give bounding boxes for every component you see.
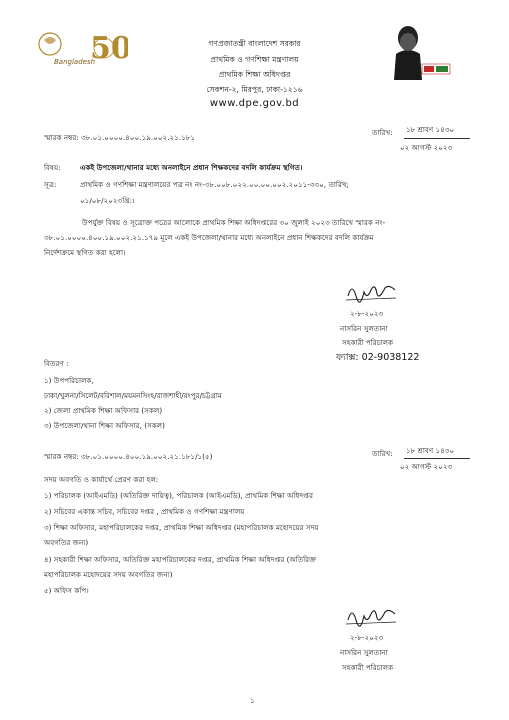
- header-directorate: প্রাথমিক শিক্ষা অধিদপ্তর: [218, 70, 291, 79]
- sign-title: সহকারী পরিচালক: [342, 338, 394, 347]
- signature: [344, 276, 400, 306]
- body-line-1: উপর্যুক্ত বিষয় ও সূত্রোক্ত পত্রের আলোকে প্রাথমিক শিক্ষা অধিদপ্তরের ৩০ জুলাই ২০২৩ তারিখে স্মারক নং-: [82, 218, 386, 227]
- header-govt: গণপ্রজাতন্ত্রী বাংলাদেশ সরকার: [208, 39, 301, 48]
- header-ministry: প্রাথমিক ও গণশিক্ষা মন্ত্রণালয়: [210, 55, 299, 64]
- date-label: তারিখ:: [372, 128, 393, 137]
- date-bangla: ১৮ শ্রাবণ ১৪৩০: [406, 446, 455, 455]
- distribution-item: ২) জেলা প্রাথমিক শিক্ষা অফিসার (সকল): [44, 406, 163, 415]
- date-bangla: ১৮ শ্রাবণ ১৪৩০: [406, 125, 455, 134]
- distribution-heading: বিতরণ :: [44, 359, 69, 368]
- svg-text:50: 50: [90, 31, 128, 66]
- date-label: তারিখ:: [372, 449, 393, 458]
- source-label: সূত্র:: [44, 180, 57, 189]
- distribution-item: ঢাকা/খুলনা/সিলেট/বরিশাল/ময়মনসিংহ/রাজশাহী/রংপুর/চট্টগ্রাম: [44, 391, 222, 400]
- date-divider: [404, 138, 470, 139]
- memo-ref: স্মারক নম্বর: ৩৮.০১.০০০০.৪০০.১৯.০০২.২১.১৮১/১(৫): [44, 452, 213, 461]
- distribution-item: ১) উপপরিচালক,: [44, 376, 94, 385]
- distribution-item: ৩) উপজেলা/থানা শিক্ষা অফিসার, (সকল): [44, 421, 165, 430]
- date-gregorian: ০২ আগস্ট ২০২৩: [400, 462, 453, 471]
- subject-label: বিষয়:: [44, 163, 61, 172]
- sign-name: নাসরিন সুলতানা: [340, 648, 388, 657]
- fax-number: ফ্যাক্স: 02-9038122: [336, 352, 420, 363]
- copy-item: অবগতির জন্য): [44, 538, 89, 547]
- sign-date: ২-৮-২০২৩: [350, 633, 384, 642]
- sign-name: নাসরিন সুলতানা: [340, 324, 388, 333]
- sign-title: সহকারী পরিচালক: [342, 663, 394, 672]
- copy-item: ৩) শিক্ষা অফিসার, মহাপরিচালকের দপ্তর, প্রাথমিক শিক্ষা অধিদপ্তর (মহাপরিচালক মহোদয়ের সদয়: [44, 523, 319, 532]
- copy-item: ১) পরিচালক (আইএমডি) (অতিরিক্ত দায়িত্ব), পরিচালক (আইএমডি), প্রাথমিক শিক্ষা অধিদপ্তর: [44, 491, 314, 500]
- copy-intro: সদয় অবগতি ও কার্যার্থে প্রেরণ করা হল:: [44, 475, 159, 484]
- copy-item: মহাপরিচালক মহোদয়ের সদয় অবগতির জন্য): [44, 570, 173, 579]
- source-date: ০১/০৮/২০২৩খ্রি:।: [80, 196, 135, 205]
- date-gregorian: ০২ আগস্ট ২০২৩: [400, 143, 453, 152]
- header-address: সেকশন-২, মিরপুর, ঢাকা-১২১৬: [206, 85, 303, 94]
- subject-text: একই উপজেলা/থানার মধ্যে অনলাইনে প্রধান শিক্ষকদের বদলি কার্যক্রম স্থগিত।: [80, 163, 303, 172]
- body-line-2: ৩৮.০১.০০০০.৪০০.১৯.০০২.২১.১৭৯ মূলে একই উপজেলা/থানার মধ্যে অনলাইনে প্রধান শিক্ষকদের বদলি কার্যক্রম: [44, 233, 374, 242]
- logo-text: Bangladesh: [54, 58, 96, 66]
- body-line-3: নির্দেশক্রমে স্থগিত করা হলো।: [44, 248, 126, 257]
- copy-item: ৫) অফিস কপি।: [44, 586, 89, 595]
- header-website: www.dpe.gov.bd: [209, 98, 300, 109]
- signature: [344, 600, 400, 630]
- memo-ref: স্মারক নম্বর: ৩৮.০১.০০০০.৪০০.১৯.০০২.২১.১৮১: [44, 133, 196, 142]
- date-divider: [404, 458, 470, 459]
- page-number: ১: [250, 696, 255, 705]
- sign-date: ২-৮-২০২৩: [350, 309, 384, 318]
- source-text: প্রাথমিক ও গণশিক্ষা মন্ত্রণালয়ের পত্র নং নং-৩৮.০০৮.০২২.০০.০০.০০২.২০১১-৩৩০, তারিখ;: [80, 180, 350, 189]
- copy-item: ২) সচিবের একান্ত সচিব, সচিবের দপ্তর , প্রাথমিক ও গণশিক্ষা মন্ত্রণালয়: [44, 507, 245, 516]
- copy-item: ৪) সহকারী শিক্ষা অফিসার, অতিরিক্ত মহাপরিচালকের দপ্তর, প্রাথমিক শিক্ষা অধিদপ্তর (অতিরিক্ত: [44, 555, 317, 564]
